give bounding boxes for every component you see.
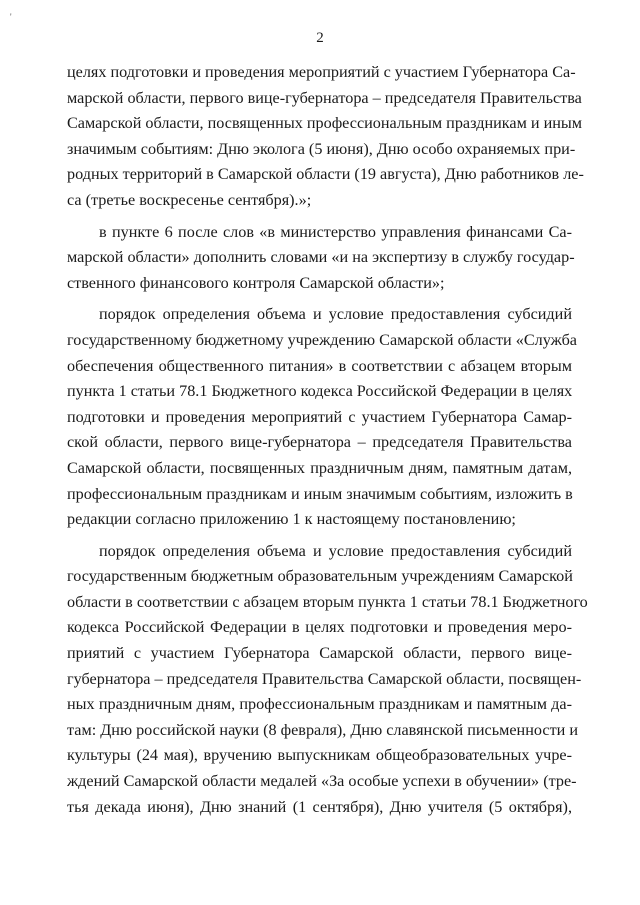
- text-line: ных праздничным дням, профессиональным праздникам и памятным да-: [67, 695, 572, 714]
- text-line: целях подготовки и проведения мероприятий с участием Губернатора Са-: [67, 63, 576, 81]
- text-line: порядок определения объема и условие предоставления субсидий: [99, 305, 572, 324]
- text-line: там: Дню российской науки (8 февраля), Дню славянской письменности и: [67, 720, 579, 739]
- text-line: области в соответствии с абзацем вторым пункта 1 статьи 78.1 Бюджетного: [67, 592, 588, 611]
- text-line: подготовки и проведения мероприятий с участием Губернатора Самар-: [67, 407, 572, 426]
- document-body: [67, 60, 588, 826]
- paragraph-3: [67, 302, 577, 532]
- text-line: порядок определения объема и условие предоставления субсидий: [99, 541, 572, 560]
- text-line: пункта 1 статьи 78.1 Бюджетного кодекса Российской Федерации в целях: [67, 382, 573, 401]
- text-line: значимым событиям: Дню эколога (5 июня), Дню особо охраняемых при-: [67, 139, 576, 158]
- paragraph-2: [67, 220, 575, 297]
- text-line: Самарской области, посвященных профессиональным праздникам и иным: [67, 114, 583, 133]
- text-line: губернатора – председателя Правительства Самарской области, посвящен-: [67, 669, 582, 688]
- text-line: в пункте 6 после слов «в министерство управления финансами Са-: [99, 222, 572, 241]
- text-line: профессиональным праздникам и иным значимым событиям, изложить в: [67, 484, 573, 503]
- text-line: кодекса Российской Федерации в целях подготовки и проведения меро-: [67, 618, 572, 637]
- text-line: ской области, первого вице-губернатора – председателя Правительства: [67, 433, 572, 452]
- text-line: культуры (24 мая), вручению выпускникам общеобразовательных учре-: [67, 746, 572, 765]
- text-line: тья декада июня), Дню знаний (1 сентября), Дню учителя (5 октября),: [67, 797, 572, 816]
- text-line: государственному бюджетному учреждению Самарской области «Служба: [67, 330, 577, 349]
- paragraph-1: [67, 60, 584, 214]
- text-line: са (третье воскресенье сентября).»;: [67, 190, 312, 209]
- text-line: государственным бюджетным образовательным учреждениям Самарской: [67, 567, 573, 586]
- text-line: обеспечения общественного питания» в соответствии с абзацем вторым: [67, 356, 572, 375]
- paragraph-4: [67, 539, 588, 821]
- text-line: марской области, первого вице-губернатора – председателя Правительства: [67, 88, 582, 107]
- text-line: приятий с участием Губернатора Самарской области, первого вице-: [67, 644, 572, 663]
- text-line: редакции согласно приложению 1 к настоящему постановлению;: [67, 510, 516, 529]
- text-line: Самарской области, посвященных праздничным дням, памятным датам,: [67, 458, 572, 477]
- corner-mark: ': [10, 12, 12, 22]
- text-line: ственного финансового контроля Самарской области»;: [67, 273, 445, 292]
- page-number: 2: [316, 30, 324, 46]
- text-line: родных территорий в Самарской области (19 августа), Дню работников ле-: [67, 165, 584, 184]
- text-line: марской области» дополнить словами «и на экспертизу в службу государ-: [67, 248, 575, 267]
- text-line: ждений Самарской области медалей «За особые успехи в обучении» (тре-: [67, 772, 577, 791]
